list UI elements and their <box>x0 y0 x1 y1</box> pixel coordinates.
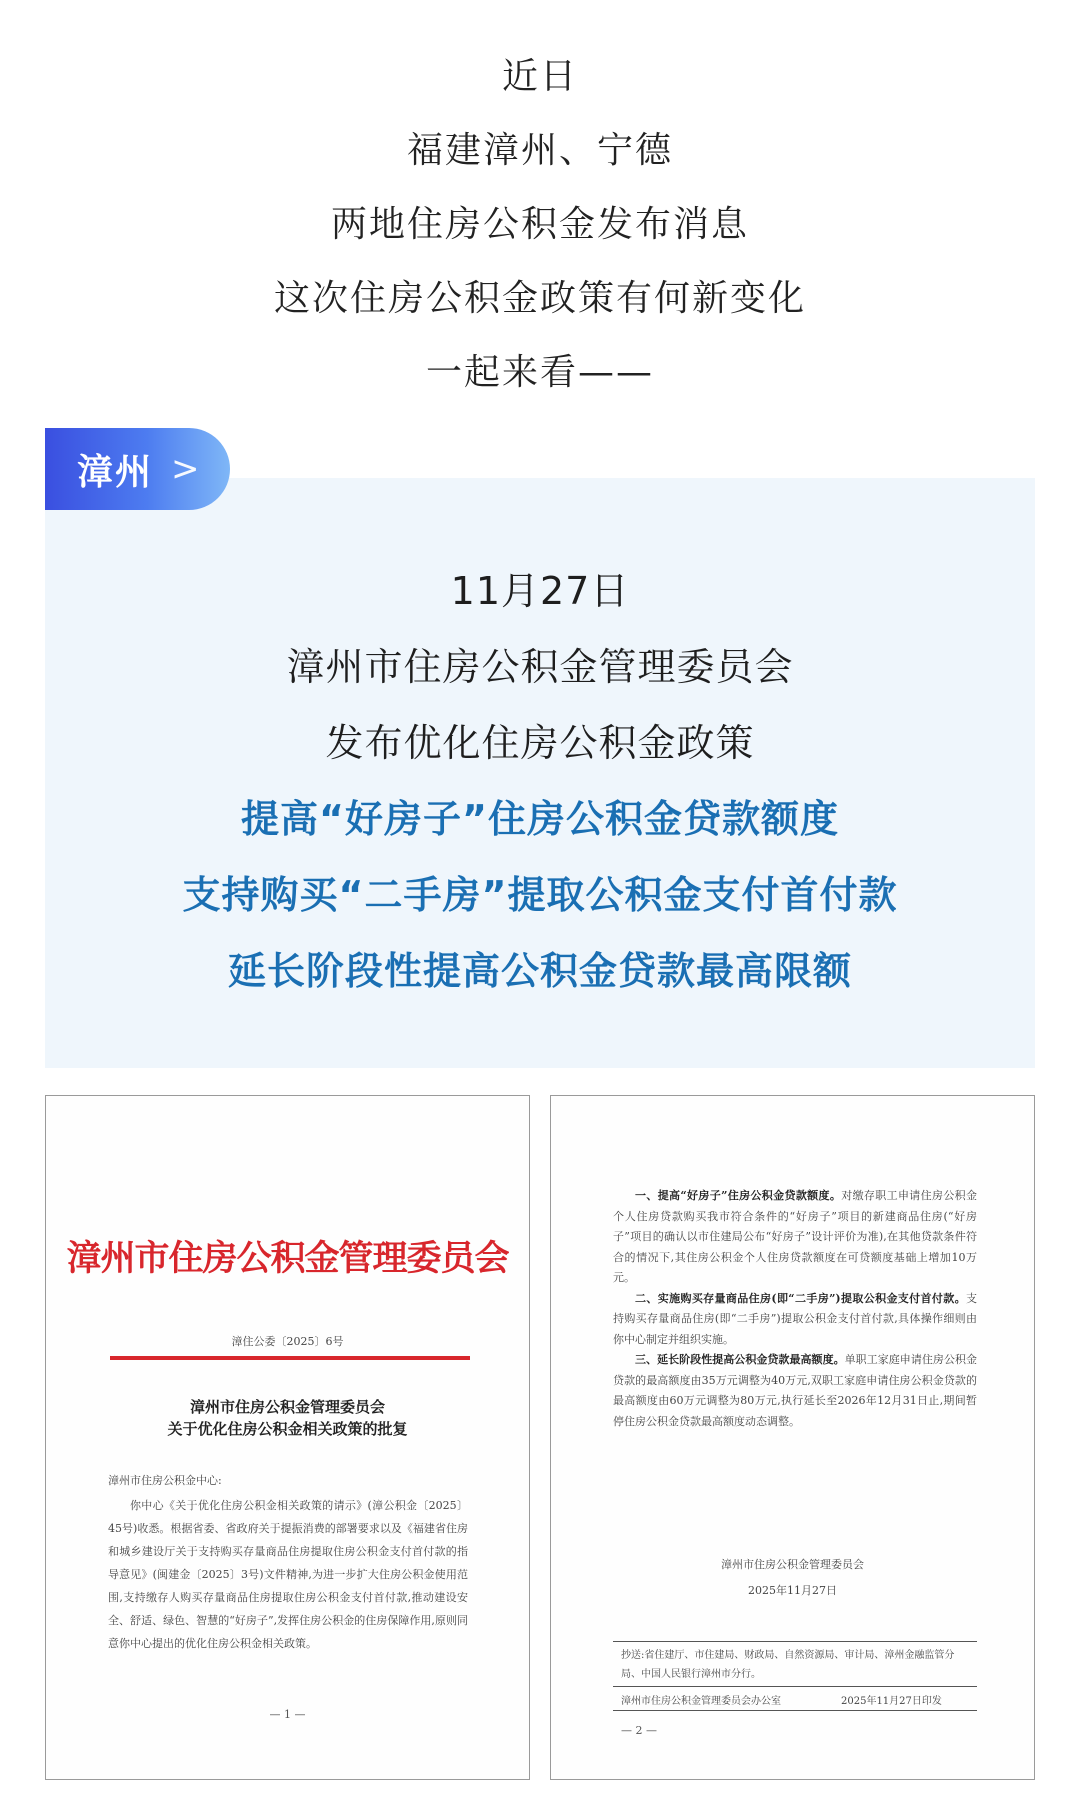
policy-item-1 <box>613 1186 977 1289</box>
policy-item-heading: 一、提高“好房子”住房公积金贷款额度。 <box>635 1189 842 1202</box>
region-tag-zhangzhou <box>45 428 230 510</box>
region-tag-label: 漳州 <box>77 451 154 493</box>
document-body <box>613 1186 977 1432</box>
document-title-line1: 漳州市住房公积金管理委员会 <box>189 1398 385 1416</box>
red-divider <box>110 1356 470 1360</box>
signature-date: 2025年11月27日 <box>748 1584 837 1597</box>
policy-item-heading: 三、延长阶段性提高公积金贷款最高额度。 <box>635 1353 845 1366</box>
intro-line: 一起来看—— <box>425 352 654 393</box>
policy-item-text: 对缴存职工申请住房公积金个人住房贷款购买我市符合条件的“好房子”项目的新建商品住房(“好房子”项目的确认以市住建局公布“好房子”设计评价为准),在其他贷款条件符合的情况下,其住房公积金个人住房贷款额度在可贷额度基础上增加10万元。 <box>613 1189 978 1284</box>
signature-organization: 漳州市住房公积金管理委员会 <box>721 1558 864 1571</box>
policy-item-2 <box>613 1289 977 1351</box>
page-number: — 2 — <box>621 1724 657 1737</box>
issue-date: 2025年11月27日印发 <box>841 1696 942 1707</box>
policy-item-text: 单职工家庭申请住房公积金贷款的最高额度由35万元调整为40万元,双职工家庭申请住房公积金贷款的最高额度由60万元调整为80万元,执行延长至2026年12月31日止,期间暂停住房公积金贷款最高额度动态调整。 <box>613 1353 978 1428</box>
policy-highlight: 延长阶段性提高公积金贷款最高限额 <box>227 949 852 993</box>
document-title-line2: 关于优化住房公积金相关政策的批复 <box>167 1420 408 1438</box>
divider <box>613 1686 977 1687</box>
announcement-action: 发布优化住房公积金政策 <box>325 721 755 765</box>
intro-line: 近日 <box>501 56 578 97</box>
document-masthead: 漳州市住房公积金管理委员会 <box>66 1238 509 1279</box>
announcement-issuer: 漳州市住房公积金管理委员会 <box>286 645 794 689</box>
policy-highlight: 提高“好房子”住房公积金贷款额度 <box>241 797 839 841</box>
chevron-right-icon: > <box>171 449 202 489</box>
announcement-date: 11月27日 <box>450 569 630 613</box>
document-page-1 <box>45 1095 530 1780</box>
policy-highlight: 支持购买“二手房”提取公积金支付首付款 <box>182 873 898 917</box>
policy-item-heading: 二、实施购买存量商品住房(即“二手房”)提取公积金支付首付款。 <box>635 1291 966 1305</box>
intro-text-block <box>0 40 1080 410</box>
policy-item-text: 支持购买存量商品住房(即“二手房”)提取公积金支付首付款,具体操作细则由你中心制定并组织实施。 <box>613 1291 977 1346</box>
intro-line: 两地住房公积金发布消息 <box>330 204 749 245</box>
policy-summary-box <box>45 478 1035 1068</box>
policy-item-3 <box>613 1350 977 1432</box>
intro-line: 这次住房公积金政策有何新变化 <box>273 278 806 319</box>
document-addressee: 漳州市住房公积金中心: <box>108 1474 222 1487</box>
document-body: 你中心《关于优化住房公积金相关政策的请示》(漳公积金〔2025〕45号)收悉。根据省委、省政府关于提振消费的部署要求以及《福建省住房和城乡建设厅关于支持购买存量商品住房提取住房公积金支付首付款的指导意见》(闽建金〔2025〕3号)文件精神,为进一步扩大住房公积金使用范围,支持缴存人购买存量商品住房提取住房公积金支付首付款,推动建设安全、舒适、绿色、智慧的“好房子”,发挥住房公积金的住房保障作用,原则同意你中心提出的优化住房公积金相关政策。 <box>108 1499 468 1650</box>
document-number: 漳住公委〔2025〕6号 <box>231 1335 344 1348</box>
divider <box>613 1641 977 1642</box>
issuing-office: 漳州市住房公积金管理委员会办公室 <box>621 1696 781 1707</box>
cc-list: 抄送:省住建厅、市住建局、财政局、自然资源局、审计局、漳州金融监管分局、中国人民银行漳州市分行。 <box>621 1650 955 1680</box>
intro-line: 福建漳州、宁德 <box>406 130 673 171</box>
page-number: — 1 — <box>269 1708 306 1721</box>
divider <box>613 1710 977 1711</box>
document-page-2 <box>550 1095 1035 1780</box>
